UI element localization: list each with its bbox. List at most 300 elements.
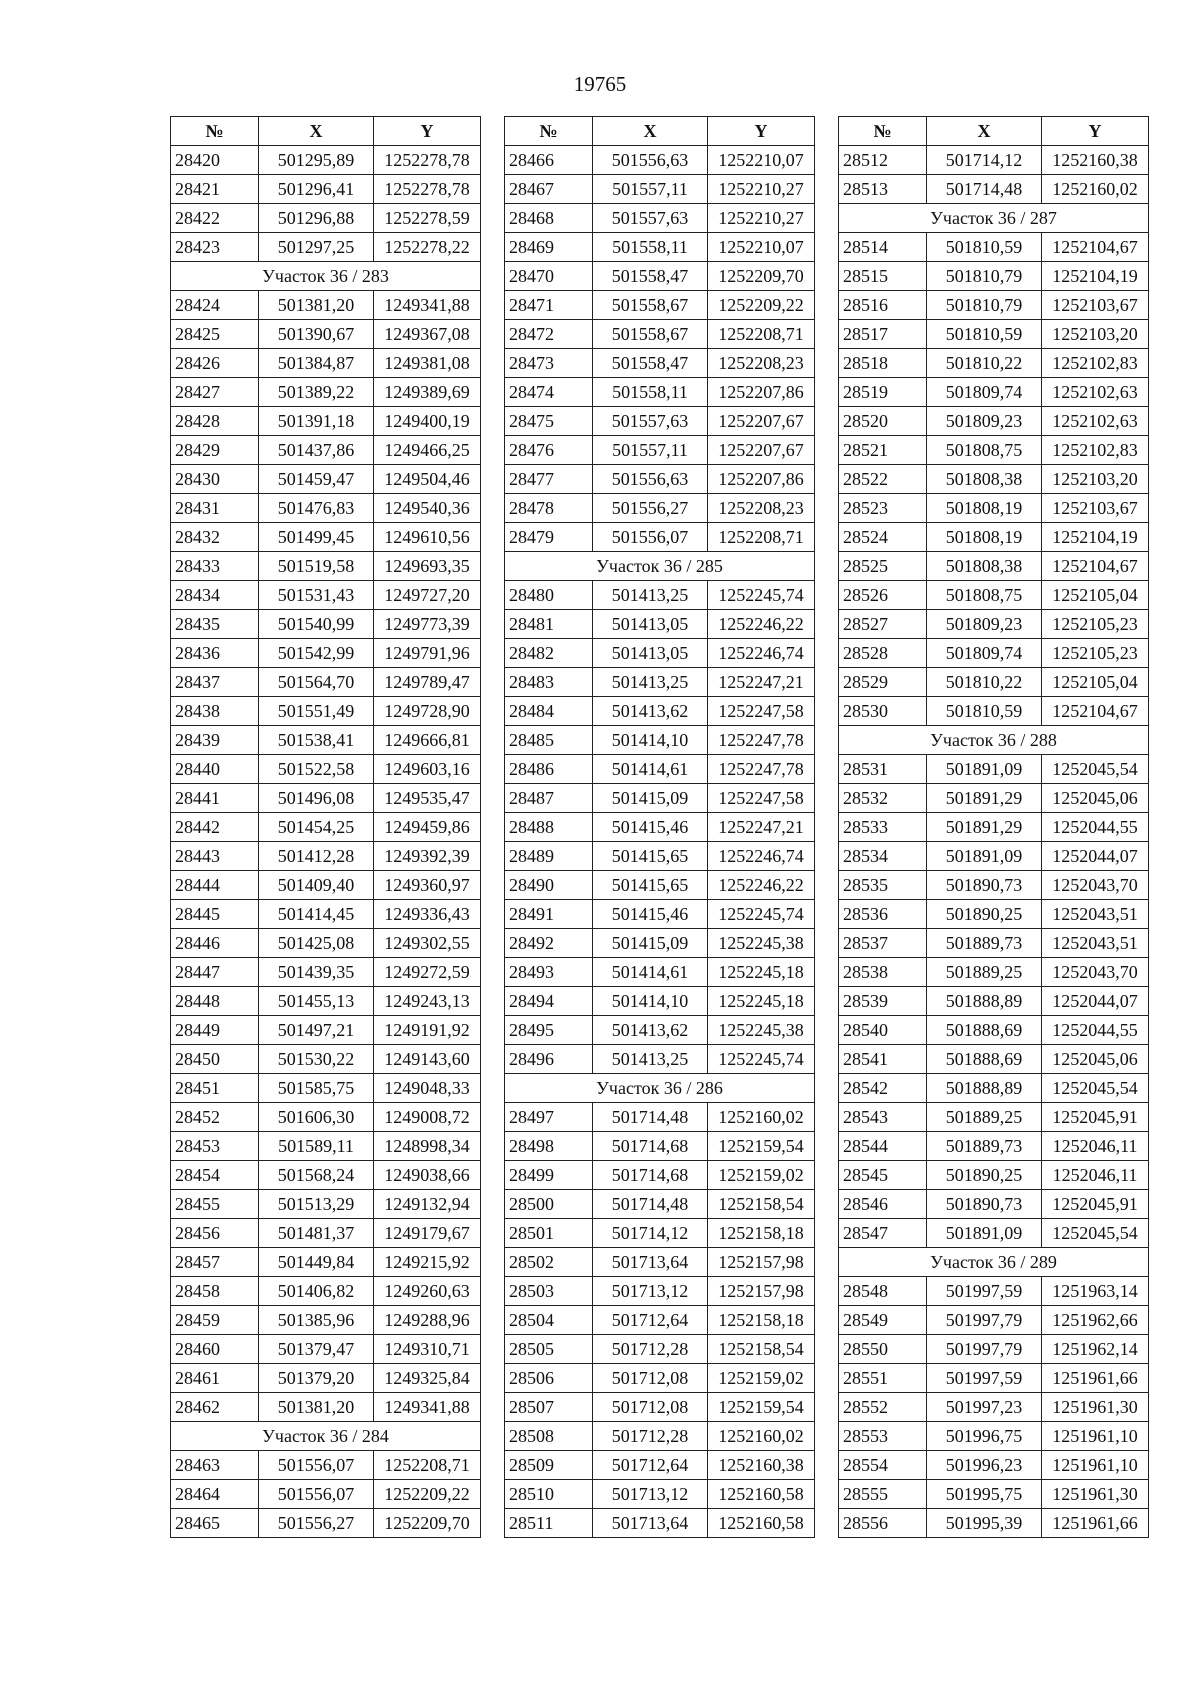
point-number: 28549 <box>839 1306 927 1335</box>
table-row <box>171 291 481 320</box>
table-header-row <box>839 117 1149 146</box>
point-number: 28556 <box>839 1509 927 1538</box>
table-row <box>171 494 481 523</box>
table-row <box>839 1393 1149 1422</box>
coord-y: 1252209,70 <box>374 1509 481 1538</box>
table-row <box>839 668 1149 697</box>
table-row <box>171 1219 481 1248</box>
coord-x: 501713,64 <box>593 1248 708 1277</box>
coord-x: 501513,29 <box>259 1190 374 1219</box>
point-number: 28548 <box>839 1277 927 1306</box>
table-row <box>839 1103 1149 1132</box>
coord-y: 1249243,13 <box>374 987 481 1016</box>
point-number: 28469 <box>505 233 593 262</box>
coord-x: 501997,59 <box>927 1364 1042 1393</box>
table-row <box>505 1132 815 1161</box>
coord-y: 1252158,54 <box>708 1335 815 1364</box>
coord-y: 1252159,54 <box>708 1132 815 1161</box>
table-row <box>505 204 815 233</box>
coord-x: 501413,25 <box>593 1045 708 1074</box>
table-row <box>171 1480 481 1509</box>
coord-y: 1252245,18 <box>708 987 815 1016</box>
coord-y: 1252159,02 <box>708 1161 815 1190</box>
table-row <box>839 871 1149 900</box>
coordinate-table-3 <box>838 116 1149 1538</box>
table-row <box>505 668 815 697</box>
table-row <box>505 262 815 291</box>
table-row <box>839 494 1149 523</box>
coord-x: 501381,20 <box>259 1393 374 1422</box>
point-number: 28457 <box>171 1248 259 1277</box>
coord-x: 501810,59 <box>927 320 1042 349</box>
coord-x: 501558,67 <box>593 291 708 320</box>
coord-x: 501415,46 <box>593 900 708 929</box>
point-number: 28542 <box>839 1074 927 1103</box>
header-y: Y <box>708 117 815 146</box>
coord-x: 501808,19 <box>927 523 1042 552</box>
coord-y: 1251962,66 <box>1042 1306 1149 1335</box>
point-number: 28484 <box>505 697 593 726</box>
coord-x: 501381,20 <box>259 291 374 320</box>
table-row <box>839 1045 1149 1074</box>
table-row <box>171 842 481 871</box>
coord-y: 1251961,66 <box>1042 1364 1149 1393</box>
table-row <box>171 726 481 755</box>
table-row <box>839 349 1149 378</box>
table-row <box>171 436 481 465</box>
table-row <box>171 1045 481 1074</box>
table-row <box>839 1306 1149 1335</box>
point-number: 28464 <box>171 1480 259 1509</box>
coord-y: 1249773,39 <box>374 610 481 639</box>
coord-x: 501415,46 <box>593 813 708 842</box>
point-number: 28534 <box>839 842 927 871</box>
coord-x: 501558,47 <box>593 349 708 378</box>
coord-y: 1249143,60 <box>374 1045 481 1074</box>
coord-x: 501414,61 <box>593 958 708 987</box>
point-number: 28547 <box>839 1219 927 1248</box>
coord-x: 501414,45 <box>259 900 374 929</box>
point-number: 28518 <box>839 349 927 378</box>
coord-x: 501712,08 <box>593 1364 708 1393</box>
coord-y: 1252209,22 <box>374 1480 481 1509</box>
table-row <box>505 784 815 813</box>
table-row <box>839 262 1149 291</box>
coord-y: 1251963,14 <box>1042 1277 1149 1306</box>
coord-x: 501414,10 <box>593 987 708 1016</box>
coord-y: 1249008,72 <box>374 1103 481 1132</box>
point-number: 28498 <box>505 1132 593 1161</box>
coord-x: 501499,45 <box>259 523 374 552</box>
point-number: 28516 <box>839 291 927 320</box>
table-row <box>505 407 815 436</box>
coord-y: 1249727,20 <box>374 581 481 610</box>
table-row <box>839 436 1149 465</box>
table-header-row <box>505 117 815 146</box>
coord-y: 1249381,08 <box>374 349 481 378</box>
point-number: 28486 <box>505 755 593 784</box>
table-row <box>171 378 481 407</box>
table-row <box>171 1190 481 1219</box>
coord-x: 501415,09 <box>593 784 708 813</box>
coord-y: 1252278,78 <box>374 175 481 204</box>
page-number: 19765 <box>573 72 627 96</box>
coord-x: 501997,59 <box>927 1277 1042 1306</box>
table-row <box>505 1480 815 1509</box>
table-row <box>839 900 1149 929</box>
point-number: 28528 <box>839 639 927 668</box>
coord-x: 501810,22 <box>927 668 1042 697</box>
point-number: 28490 <box>505 871 593 900</box>
coord-y: 1252207,67 <box>708 436 815 465</box>
table-row <box>171 1393 481 1422</box>
header-x: X <box>927 117 1042 146</box>
table-row <box>505 465 815 494</box>
coord-y: 1252278,22 <box>374 233 481 262</box>
table-row <box>839 146 1149 175</box>
table-row <box>171 204 481 233</box>
coord-x: 501890,25 <box>927 1161 1042 1190</box>
table-row <box>171 871 481 900</box>
point-number: 28553 <box>839 1422 927 1451</box>
header-x: X <box>259 117 374 146</box>
coord-y: 1252245,18 <box>708 958 815 987</box>
coord-y: 1252103,20 <box>1042 320 1149 349</box>
table-row <box>839 1335 1149 1364</box>
point-number: 28428 <box>171 407 259 436</box>
point-number: 28551 <box>839 1364 927 1393</box>
table-row <box>505 813 815 842</box>
coord-x: 501558,11 <box>593 378 708 407</box>
coord-y: 1252208,71 <box>708 523 815 552</box>
coord-x: 501413,05 <box>593 639 708 668</box>
coord-x: 501476,83 <box>259 494 374 523</box>
coord-x: 501391,18 <box>259 407 374 436</box>
table-row <box>839 755 1149 784</box>
coord-x: 501890,73 <box>927 871 1042 900</box>
header-y: Y <box>374 117 481 146</box>
point-number: 28488 <box>505 813 593 842</box>
table-row <box>839 1219 1149 1248</box>
point-number: 28433 <box>171 552 259 581</box>
coord-y: 1249400,19 <box>374 407 481 436</box>
table-row <box>839 1074 1149 1103</box>
table-row <box>505 581 815 610</box>
coord-x: 501556,27 <box>593 494 708 523</box>
point-number: 28447 <box>171 958 259 987</box>
coordinate-table-1 <box>170 116 481 1538</box>
point-number: 28450 <box>171 1045 259 1074</box>
coord-y: 1249310,71 <box>374 1335 481 1364</box>
point-number: 28476 <box>505 436 593 465</box>
coord-x: 501713,12 <box>593 1480 708 1509</box>
coord-y: 1252210,27 <box>708 204 815 233</box>
table-row <box>171 146 481 175</box>
coord-x: 501556,07 <box>259 1480 374 1509</box>
table-row <box>505 1161 815 1190</box>
coord-x: 501712,28 <box>593 1422 708 1451</box>
coord-x: 501714,68 <box>593 1161 708 1190</box>
coord-x: 501296,41 <box>259 175 374 204</box>
coord-y: 1249389,69 <box>374 378 481 407</box>
table-row <box>505 929 815 958</box>
coord-x: 501413,62 <box>593 697 708 726</box>
point-number: 28543 <box>839 1103 927 1132</box>
point-number: 28436 <box>171 639 259 668</box>
table-row <box>505 1306 815 1335</box>
point-number: 28424 <box>171 291 259 320</box>
coord-x: 501557,63 <box>593 204 708 233</box>
coord-x: 501557,11 <box>593 436 708 465</box>
coord-x: 501497,21 <box>259 1016 374 1045</box>
coord-x: 501891,09 <box>927 842 1042 871</box>
section-row <box>839 204 1149 233</box>
point-number: 28527 <box>839 610 927 639</box>
coord-x: 501891,29 <box>927 813 1042 842</box>
coord-y: 1252103,20 <box>1042 465 1149 494</box>
point-number: 28442 <box>171 813 259 842</box>
coord-x: 501406,82 <box>259 1277 374 1306</box>
table-row <box>839 958 1149 987</box>
table-row <box>171 987 481 1016</box>
table-row <box>505 1277 815 1306</box>
coord-x: 501606,30 <box>259 1103 374 1132</box>
coord-y: 1252157,98 <box>708 1277 815 1306</box>
table-row <box>839 784 1149 813</box>
table-row <box>839 552 1149 581</box>
coord-y: 1249215,92 <box>374 1248 481 1277</box>
point-number: 28429 <box>171 436 259 465</box>
point-number: 28510 <box>505 1480 593 1509</box>
coord-x: 501409,40 <box>259 871 374 900</box>
table-row <box>171 465 481 494</box>
coord-x: 501449,84 <box>259 1248 374 1277</box>
coord-y: 1252278,78 <box>374 146 481 175</box>
coord-x: 501712,28 <box>593 1335 708 1364</box>
coord-y: 1252043,51 <box>1042 900 1149 929</box>
point-number: 28421 <box>171 175 259 204</box>
point-number: 28453 <box>171 1132 259 1161</box>
section-row <box>505 552 815 581</box>
section-label: Участок 36 / 284 <box>171 1422 481 1451</box>
point-number: 28503 <box>505 1277 593 1306</box>
section-row <box>171 262 481 291</box>
table-row <box>505 1393 815 1422</box>
coord-x: 501890,25 <box>927 900 1042 929</box>
coord-y: 1252046,11 <box>1042 1132 1149 1161</box>
coord-x: 501808,19 <box>927 494 1042 523</box>
table-row <box>839 1364 1149 1393</box>
point-number: 28497 <box>505 1103 593 1132</box>
coord-x: 501808,75 <box>927 436 1042 465</box>
point-number: 28517 <box>839 320 927 349</box>
coord-x: 501415,65 <box>593 842 708 871</box>
point-number: 28499 <box>505 1161 593 1190</box>
coord-y: 1252105,23 <box>1042 639 1149 668</box>
table-row <box>505 726 815 755</box>
table-row <box>839 175 1149 204</box>
coord-y: 1248998,34 <box>374 1132 481 1161</box>
coord-x: 501556,63 <box>593 465 708 494</box>
coord-x: 501714,68 <box>593 1132 708 1161</box>
coord-y: 1252247,78 <box>708 726 815 755</box>
table-row <box>505 871 815 900</box>
coord-y: 1249336,43 <box>374 900 481 929</box>
point-number: 28432 <box>171 523 259 552</box>
coord-y: 1252045,06 <box>1042 784 1149 813</box>
point-number: 28471 <box>505 291 593 320</box>
coord-x: 501712,64 <box>593 1451 708 1480</box>
table-row <box>171 697 481 726</box>
point-number: 28426 <box>171 349 259 378</box>
header-number: № <box>839 117 927 146</box>
coord-y: 1252245,74 <box>708 900 815 929</box>
point-number: 28455 <box>171 1190 259 1219</box>
point-number: 28514 <box>839 233 927 262</box>
point-number: 28467 <box>505 175 593 204</box>
coord-y: 1252046,11 <box>1042 1161 1149 1190</box>
point-number: 28437 <box>171 668 259 697</box>
point-number: 28478 <box>505 494 593 523</box>
table-row <box>171 233 481 262</box>
coord-x: 501808,38 <box>927 552 1042 581</box>
point-number: 28440 <box>171 755 259 784</box>
point-number: 28430 <box>171 465 259 494</box>
coord-x: 501558,47 <box>593 262 708 291</box>
coord-x: 501891,09 <box>927 755 1042 784</box>
coord-y: 1252208,23 <box>708 349 815 378</box>
coord-y: 1252158,18 <box>708 1306 815 1335</box>
coord-y: 1252245,38 <box>708 929 815 958</box>
coord-y: 1252103,67 <box>1042 494 1149 523</box>
table-row <box>839 929 1149 958</box>
point-number: 28462 <box>171 1393 259 1422</box>
coord-y: 1252104,67 <box>1042 697 1149 726</box>
coord-y: 1252245,38 <box>708 1016 815 1045</box>
coord-y: 1249191,92 <box>374 1016 481 1045</box>
point-number: 28492 <box>505 929 593 958</box>
coord-x: 501413,25 <box>593 668 708 697</box>
coord-y: 1252160,58 <box>708 1509 815 1538</box>
coord-y: 1252045,54 <box>1042 1074 1149 1103</box>
coord-y: 1252105,23 <box>1042 610 1149 639</box>
table-row <box>505 958 815 987</box>
coord-x: 501808,38 <box>927 465 1042 494</box>
coord-y: 1252045,06 <box>1042 1045 1149 1074</box>
table-row <box>505 320 815 349</box>
coord-y: 1252210,27 <box>708 175 815 204</box>
coord-x: 501556,07 <box>259 1451 374 1480</box>
coord-x: 501481,37 <box>259 1219 374 1248</box>
table-row <box>505 900 815 929</box>
coord-x: 501551,49 <box>259 697 374 726</box>
point-number: 28443 <box>171 842 259 871</box>
table-row <box>171 407 481 436</box>
point-number: 28456 <box>171 1219 259 1248</box>
point-number: 28552 <box>839 1393 927 1422</box>
point-number: 28474 <box>505 378 593 407</box>
point-number: 28501 <box>505 1219 593 1248</box>
table-row <box>171 1132 481 1161</box>
section-label: Участок 36 / 287 <box>839 204 1149 233</box>
coord-x: 501810,79 <box>927 291 1042 320</box>
coord-x: 501295,89 <box>259 146 374 175</box>
section-label: Участок 36 / 289 <box>839 1248 1149 1277</box>
table-row <box>505 175 815 204</box>
coord-x: 501997,79 <box>927 1306 1042 1335</box>
table-row <box>839 1016 1149 1045</box>
point-number: 28496 <box>505 1045 593 1074</box>
point-number: 28422 <box>171 204 259 233</box>
coord-x: 501384,87 <box>259 349 374 378</box>
point-number: 28555 <box>839 1480 927 1509</box>
point-number: 28458 <box>171 1277 259 1306</box>
point-number: 28531 <box>839 755 927 784</box>
table-row <box>505 1422 815 1451</box>
table-row <box>839 1277 1149 1306</box>
point-number: 28465 <box>171 1509 259 1538</box>
coord-y: 1249603,16 <box>374 755 481 784</box>
section-row <box>505 1074 815 1103</box>
point-number: 28520 <box>839 407 927 436</box>
point-number: 28473 <box>505 349 593 378</box>
point-number: 28463 <box>171 1451 259 1480</box>
point-number: 28537 <box>839 929 927 958</box>
coord-y: 1252210,07 <box>708 146 815 175</box>
point-number: 28475 <box>505 407 593 436</box>
coord-y: 1252102,63 <box>1042 378 1149 407</box>
coord-y: 1252158,54 <box>708 1190 815 1219</box>
point-number: 28500 <box>505 1190 593 1219</box>
table-row <box>839 813 1149 842</box>
table-row <box>171 320 481 349</box>
table-row <box>839 842 1149 871</box>
coord-x: 501542,99 <box>259 639 374 668</box>
point-number: 28545 <box>839 1161 927 1190</box>
coord-y: 1252158,18 <box>708 1219 815 1248</box>
point-number: 28502 <box>505 1248 593 1277</box>
coord-y: 1249791,96 <box>374 639 481 668</box>
coord-y: 1249466,25 <box>374 436 481 465</box>
point-number: 28454 <box>171 1161 259 1190</box>
coord-y: 1249392,39 <box>374 842 481 871</box>
coord-x: 501415,09 <box>593 929 708 958</box>
table-header-row <box>171 117 481 146</box>
coord-x: 501809,74 <box>927 639 1042 668</box>
point-number: 28554 <box>839 1451 927 1480</box>
coord-x: 501996,23 <box>927 1451 1042 1480</box>
table-row <box>171 639 481 668</box>
coord-x: 501425,08 <box>259 929 374 958</box>
coord-x: 501538,41 <box>259 726 374 755</box>
coord-x: 501556,63 <box>593 146 708 175</box>
point-number: 28431 <box>171 494 259 523</box>
coord-x: 501496,08 <box>259 784 374 813</box>
coord-x: 501437,86 <box>259 436 374 465</box>
point-number: 28509 <box>505 1451 593 1480</box>
point-number: 28435 <box>171 610 259 639</box>
coord-x: 501557,63 <box>593 407 708 436</box>
coord-x: 501888,89 <box>927 1074 1042 1103</box>
coord-y: 1252278,59 <box>374 204 481 233</box>
coord-x: 501890,73 <box>927 1190 1042 1219</box>
coord-y: 1252245,74 <box>708 581 815 610</box>
point-number: 28526 <box>839 581 927 610</box>
point-number: 28452 <box>171 1103 259 1132</box>
coord-y: 1249360,97 <box>374 871 481 900</box>
coord-y: 1252246,22 <box>708 610 815 639</box>
point-number: 28523 <box>839 494 927 523</box>
